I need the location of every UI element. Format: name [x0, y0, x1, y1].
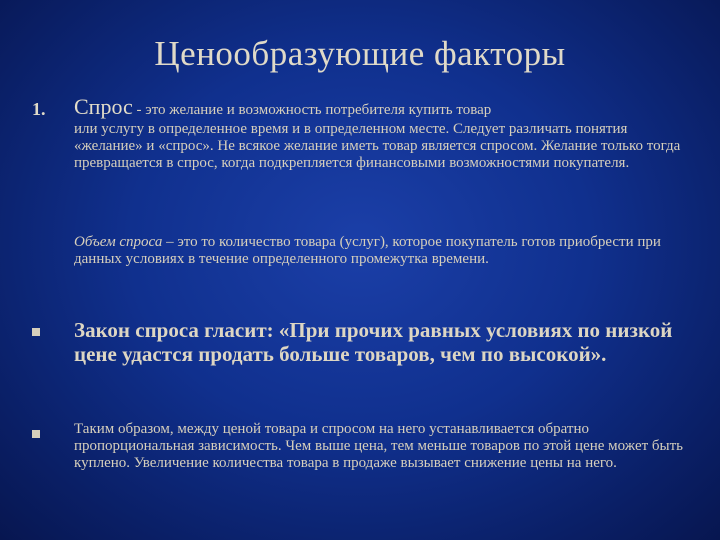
slide-title: Ценообразующие факторы: [154, 34, 566, 73]
square-bullet-icon: [32, 328, 40, 336]
demand-first-line: [74, 96, 684, 121]
demand-paragraph: [74, 96, 684, 172]
demand-volume-text: – это то количество товара (услуг), которое покупатель готов приобрести при данных условиях в течение определенного промежутка времени.: [74, 234, 661, 267]
conclusion-paragraph: Таким образом, между ценой товара и спросом на него устанавливается обратно пропорциональная зависимость. Чем выше цена, тем меньше товаров по этой цене может быть куплено. Увеличение количества товара в продаже вызывает снижение цены на него.: [74, 421, 684, 471]
demand-term: Спрос: [74, 94, 133, 119]
demand-volume-paragraph: [74, 234, 694, 268]
demand-volume-term: Объем спроса: [74, 234, 163, 250]
law-of-demand: Закон спроса гласит: «При прочих равных условиях по низкой цене удастся продать больше товаров, чем по высокой».: [74, 318, 673, 366]
demand-definition-continuation: или услугу в определенное время и в определенном месте. Следует различать понятия «желание» и «спрос». Не всякое желание иметь товар является спросом. Желание только тогда превращается в спрос, когда подкрепляется финансовыми возможностями покупателя.: [74, 121, 681, 171]
demand-definition-start: - это желание и возможность потребителя купить товар: [132, 102, 492, 118]
list-number-1: 1.: [32, 99, 46, 119]
square-bullet-icon: [32, 430, 40, 438]
